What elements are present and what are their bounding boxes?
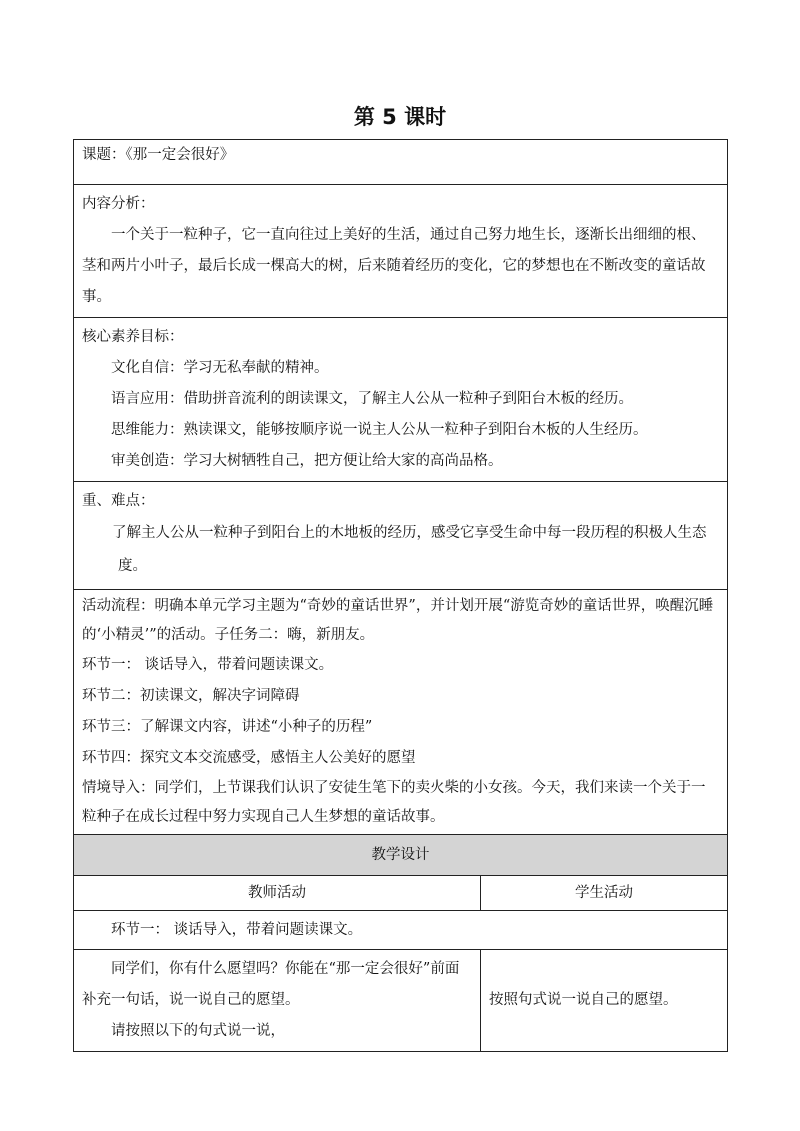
step1-cell [74, 911, 728, 950]
topic-row [74, 140, 728, 185]
flow-row [74, 590, 728, 835]
flow-step: 环节一： 谈话导入，带着问题读课文。 [82, 657, 334, 673]
flow-intro: 活动流程：明确本单元学习主题为“奇妙的童话世界”，并计划开展“游览奇妙的童话世界，唤醒沉睡的‘小精灵’”的活动。子任务二：嗨，新朋友。 [82, 598, 714, 643]
page-title: 第 5 课时 [353, 105, 447, 129]
flow-cell [74, 590, 728, 835]
keypoints-row [74, 482, 728, 590]
goals-cell [74, 318, 728, 482]
keypoints-label: 重、难点： [82, 493, 155, 509]
analysis-row [74, 185, 728, 318]
step1-row [74, 911, 728, 950]
goals-label: 核心素养目标： [82, 329, 184, 345]
design-header: 教学设计 [74, 835, 728, 876]
design-step1: 环节一： 谈话导入，带着问题读课文。 [111, 921, 363, 938]
student-activity-header: 学生活动 [481, 876, 728, 911]
teacher-activity-text: 同学们，你有什么愿望吗？你能在“那一定会很好”前面补充一句话，说一说自己的愿望。 [82, 961, 460, 1008]
lesson-plan-table [73, 139, 728, 1052]
analysis-text: 一个关于一粒种子，它一直向往过上美好的生活，通过自己努力地生长，逐渐长出细细的根、茎和两片小叶子，最后长成一棵高大的树，后来随着经历的变化，它的梦想也在不断改变的童话故事。 [82, 227, 706, 305]
goals-row [74, 318, 728, 482]
teacher-activity-header: 教师活动 [74, 876, 481, 911]
design-header-row [74, 835, 728, 876]
keypoints-cell [74, 482, 728, 590]
student-activity-text: 按照句式说一说自己的愿望。 [489, 992, 678, 1008]
goal-item: 文化自信：学习无私奉献的精神。 [111, 360, 329, 376]
lesson-topic: 课题：《那一定会很好》 [82, 147, 235, 163]
goal-item: 语言应用：借助拼音流利的朗读课文，了解主人公从一粒种子到阳台木板的经历。 [111, 391, 633, 407]
situation-intro: 情境导入：同学们，上节课我们认识了安徒生笔下的卖火柴的小女孩。今天，我们来读一个关于一粒种子在成长过程中努力实现自己人生梦想的童话故事。 [82, 780, 706, 825]
topic-cell [74, 140, 728, 185]
flow-step: 环节四：探究文本交流感受，感悟主人公美好的愿望 [82, 750, 416, 766]
flow-step: 环节三：了解课文内容，讲述“小种子的历程” [82, 719, 373, 735]
goal-item: 审美创造：学习大树牺牲自己，把方便让给大家的高尚品格。 [111, 453, 503, 469]
analysis-cell [74, 185, 728, 318]
student-activity-cell [481, 950, 728, 1052]
goal-item: 思维能力：熟读课文，能够按顺序说一说主人公从一粒种子到阳台木板的人生经历。 [111, 422, 648, 438]
keypoints-text: 了解主人公从一粒种子到阳台上的木地板的经历，感受它享受生命中每一段历程的积极人生态度。 [112, 525, 707, 574]
activity-header-row [74, 876, 728, 911]
activity-row [74, 950, 728, 1052]
analysis-label: 内容分析： [82, 196, 155, 212]
teacher-activity-cell [74, 950, 481, 1052]
flow-step: 环节二：初读课文，解决字词障碍 [82, 688, 300, 704]
teacher-activity-text: 请按照以下的句式说一说， [111, 1023, 285, 1039]
